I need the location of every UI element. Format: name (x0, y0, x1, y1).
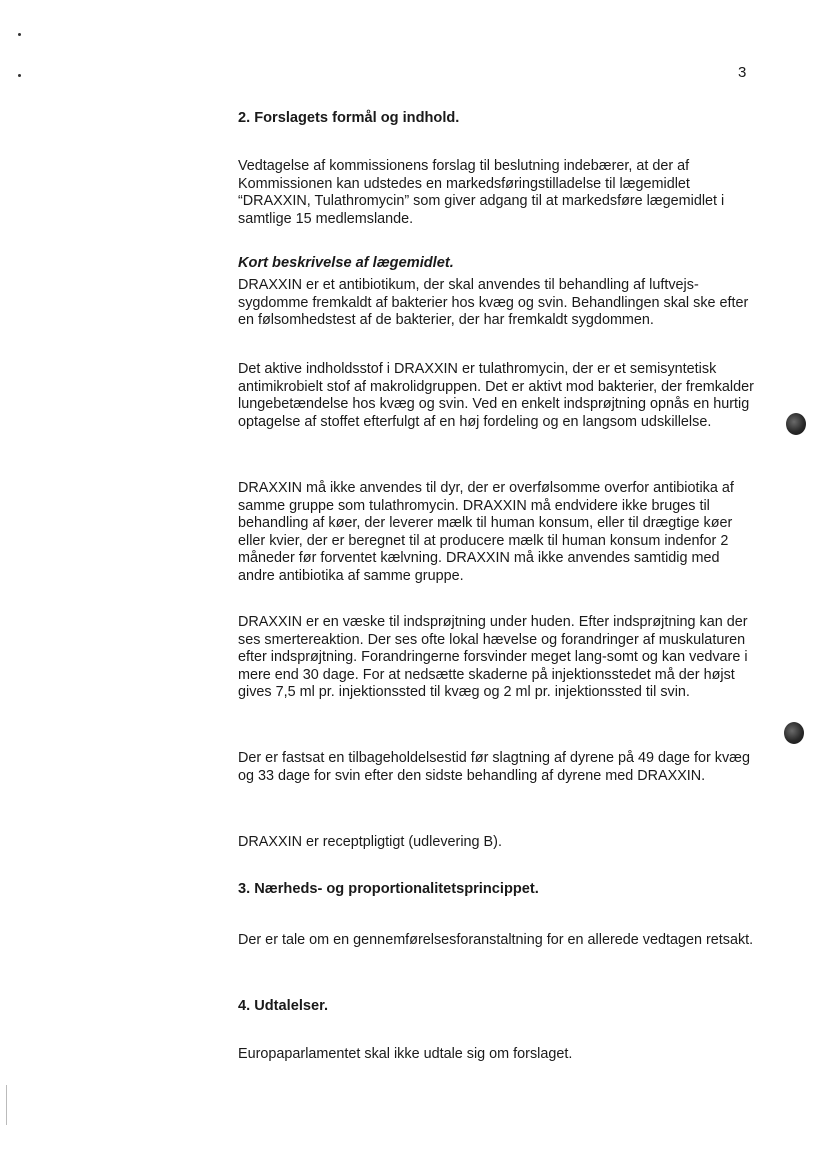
paragraph-active-substance: Det aktive indholdsstof i DRAXXIN er tulathromycin, der er et semisyntetisk antimikrobielt stof af makrolidgruppen. Det er aktivt mod bakterier, der fremkalder lungebetændelse hos kvæg og svin. Ved en enkelt indsprøjtning opnås en hurtig optagelse af stoffet efterfulgt af en høj fordeling og en langsom udskillelse. (238, 361, 754, 430)
scan-speck (18, 74, 21, 77)
paragraph-withdrawal-period: Der er fastsat en tilbageholdelsestid før slagtning af dyrene på 49 dage for kvæg og 33 dage for svin efter den sidste behandling af dyrene med DRAXXIN. (238, 750, 750, 784)
scan-speck (18, 33, 21, 36)
section-2-heading: 2. Forslagets formål og indhold. (238, 110, 460, 126)
paragraph-prescription: DRAXXIN er receptpligtigt (udlevering B). (238, 834, 502, 850)
page-number: 3 (738, 64, 747, 81)
scan-edge-line (6, 1085, 7, 1125)
section-2-intro: Vedtagelse af kommissionens forslag til beslutning indebærer, at der af Kommissionen kan udstedes en markedsføringstilladelse til lægemidlet “DRAXXIN, Tulathromycin” som giver adgang til at markedsføre lægemidlet i samtlige 15 medlemslande. (238, 158, 725, 227)
medicine-description-heading: Kort beskrivelse af lægemidlet. (238, 255, 454, 271)
punch-hole-icon (784, 722, 804, 744)
section-3-text: Der er tale om en gennemførelsesforanstaltning for en allerede vedtagen retsakt. (238, 932, 754, 948)
paragraph-antibiotic-use: DRAXXIN er et antibiotikum, der skal anvendes til behandling af luftvejs-sygdomme fremkaldt af bakterier hos kvæg og svin. Behandlingen skal ske efter en følsomhedstest af de bakterier, der har fremkaldt sygdommen. (238, 277, 749, 329)
section-4-heading: 4. Udtalelser. (238, 998, 329, 1014)
section-4-text: Europaparlamentet skal ikke udtale sig om forslaget. (238, 1046, 573, 1062)
section-3-heading: 3. Nærheds- og proportionalitetsprincippet. (238, 881, 539, 897)
paragraph-contraindications: DRAXXIN må ikke anvendes til dyr, der er overfølsomme overfor antibiotika af samme gruppe som tulathromycin. DRAXXIN må endvidere ikke bruges til behandling af køer, der leverer mælk til human konsum, eller til drægtige køer eller kvier, der er beregnet til at producere mælk til human konsum indenfor 2 måneder før forventet kælvning. DRAXXIN må ikke anvendes samtidig med andre antibiotika af samme gruppe. (238, 480, 734, 584)
punch-hole-icon (786, 413, 806, 435)
paragraph-injection: DRAXXIN er en væske til indsprøjtning under huden. Efter indsprøjtning kan der ses smertereaktion. Der ses ofte lokal hævelse og forandringer af muskulaturen efter indsprøjtning. Forandringerne forsvinder meget lang-somt og kan vedvare i mere end 30 dage. For at nedsætte skaderne på injektionsstedet må der højst gives 7,5 ml pr. injektionssted til kvæg og 2 ml pr. injektionssted til svin. (238, 614, 748, 701)
